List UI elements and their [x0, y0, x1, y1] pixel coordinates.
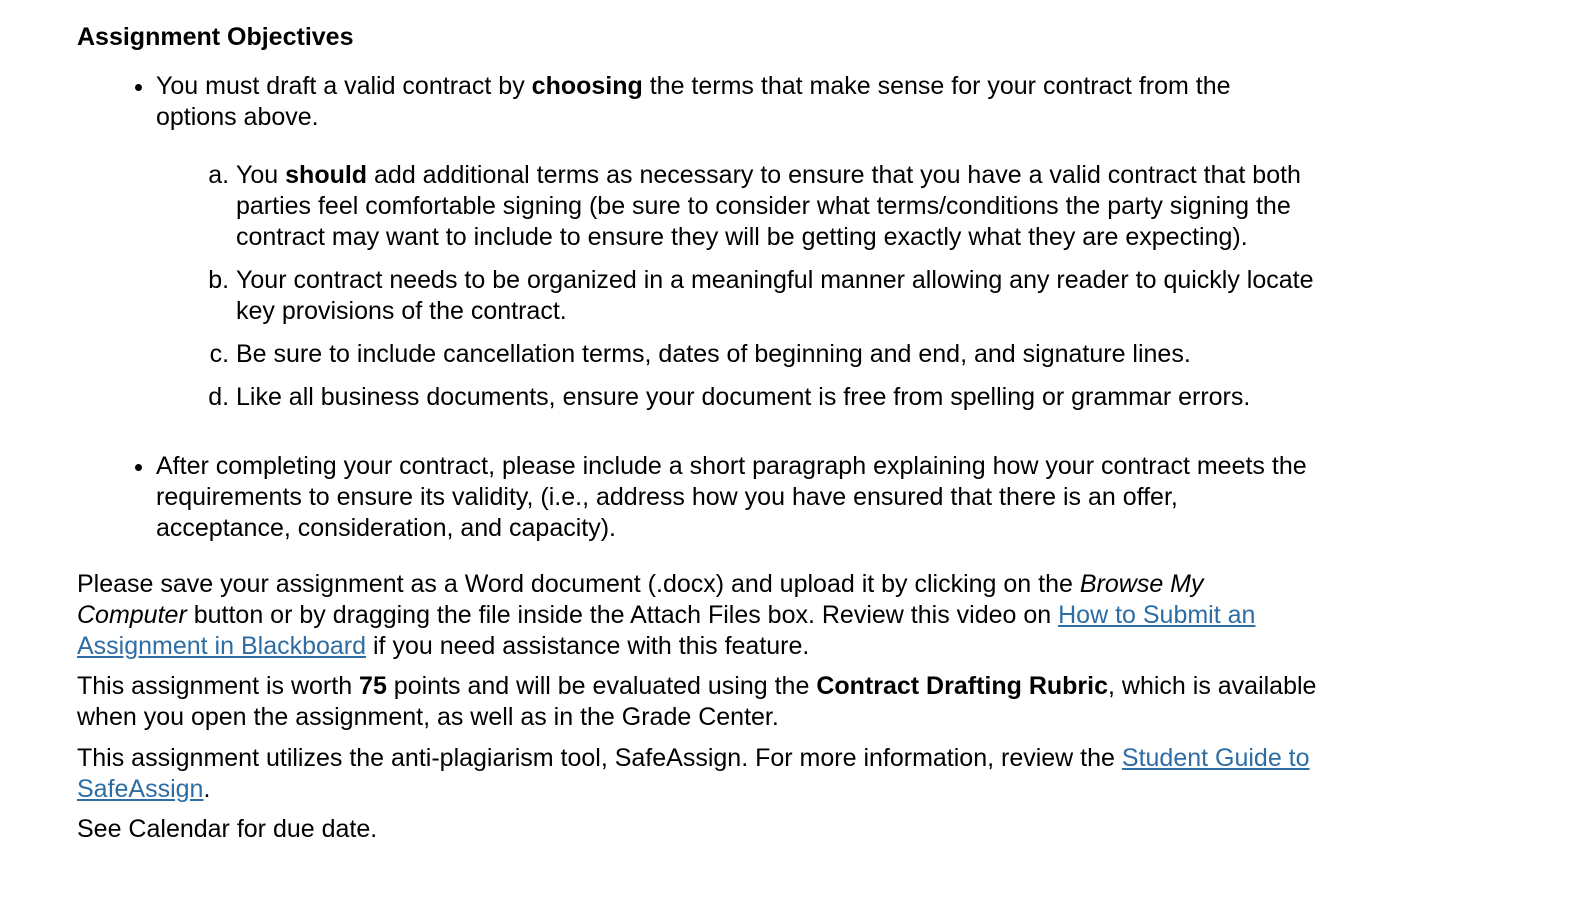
save-instructions [77, 569, 1317, 662]
how-to-submit-link[interactable]: How to Submit an Assignment in Blackboard [77, 601, 1256, 660]
objective-text: You must draft a valid contract by [156, 72, 532, 100]
requirement-text: You [236, 161, 286, 189]
objective-item-paragraph: • After completing your contract, please include a short paragraph explaining how your contract meets the requirements to ensure its validity, (i.e., address how you have ensured that there is an offer, acceptance, consideration, and capacity). [156, 451, 1317, 544]
browse-button-name: Browse My Computer [77, 570, 1204, 629]
objective-emphasis: choosing [531, 72, 643, 100]
requirement-item-d: d. Like all business documents, ensure your document is free from spelling or grammar errors. [236, 382, 1317, 413]
safeassign-paragraph [77, 743, 1317, 805]
points-text: , which is available when you open the assignment, as well as in the Grade Center. [77, 672, 1317, 731]
safeassign-text: This assignment utilizes the anti-plagiarism tool, SafeAssign. For more information, review the [77, 744, 1122, 772]
safeassign-text: . [203, 775, 211, 803]
save-text: Please save your assignment as a Word document (.docx) and upload it by clicking on the [77, 570, 1080, 598]
points-value: 75 [359, 672, 387, 700]
rubric-name: Contract Drafting Rubric [816, 672, 1109, 700]
due-date-note: See Calendar for due date. [77, 815, 378, 843]
objective-item-draft [156, 71, 1317, 413]
section-heading: Assignment Objectives [77, 23, 354, 51]
requirement-item-a [236, 160, 1317, 253]
points-paragraph [77, 671, 1317, 733]
requirement-text: add additional terms as necessary to ensure that you have a valid contract that both parties feel comfortable signing (be sure to consider what terms/conditions the party signing the contract may want to include to ensure they will be getting exactly what they are expecting). [236, 161, 1301, 251]
save-text: if you need assistance with this feature. [366, 632, 810, 660]
safeassign-guide-link[interactable]: Student Guide to SafeAssign [77, 744, 1310, 803]
requirement-item-b: b. Your contract needs to be organized in a meaningful manner allowing any reader to quickly locate key provisions of the contract. [236, 265, 1317, 327]
requirement-emphasis: should [285, 161, 368, 189]
points-text: points and will be evaluated using the [386, 672, 817, 700]
objective-text: the terms that make sense for your contract from the options above. [156, 72, 1231, 131]
requirement-item-c: c. Be sure to include cancellation terms, dates of beginning and end, and signature lines. [236, 339, 1317, 370]
save-text: button or by dragging the file inside the Attach Files box. Review this video on [186, 601, 1059, 629]
points-text: This assignment is worth [77, 672, 360, 700]
requirements-list [156, 160, 1317, 413]
objectives-list [77, 71, 1317, 544]
